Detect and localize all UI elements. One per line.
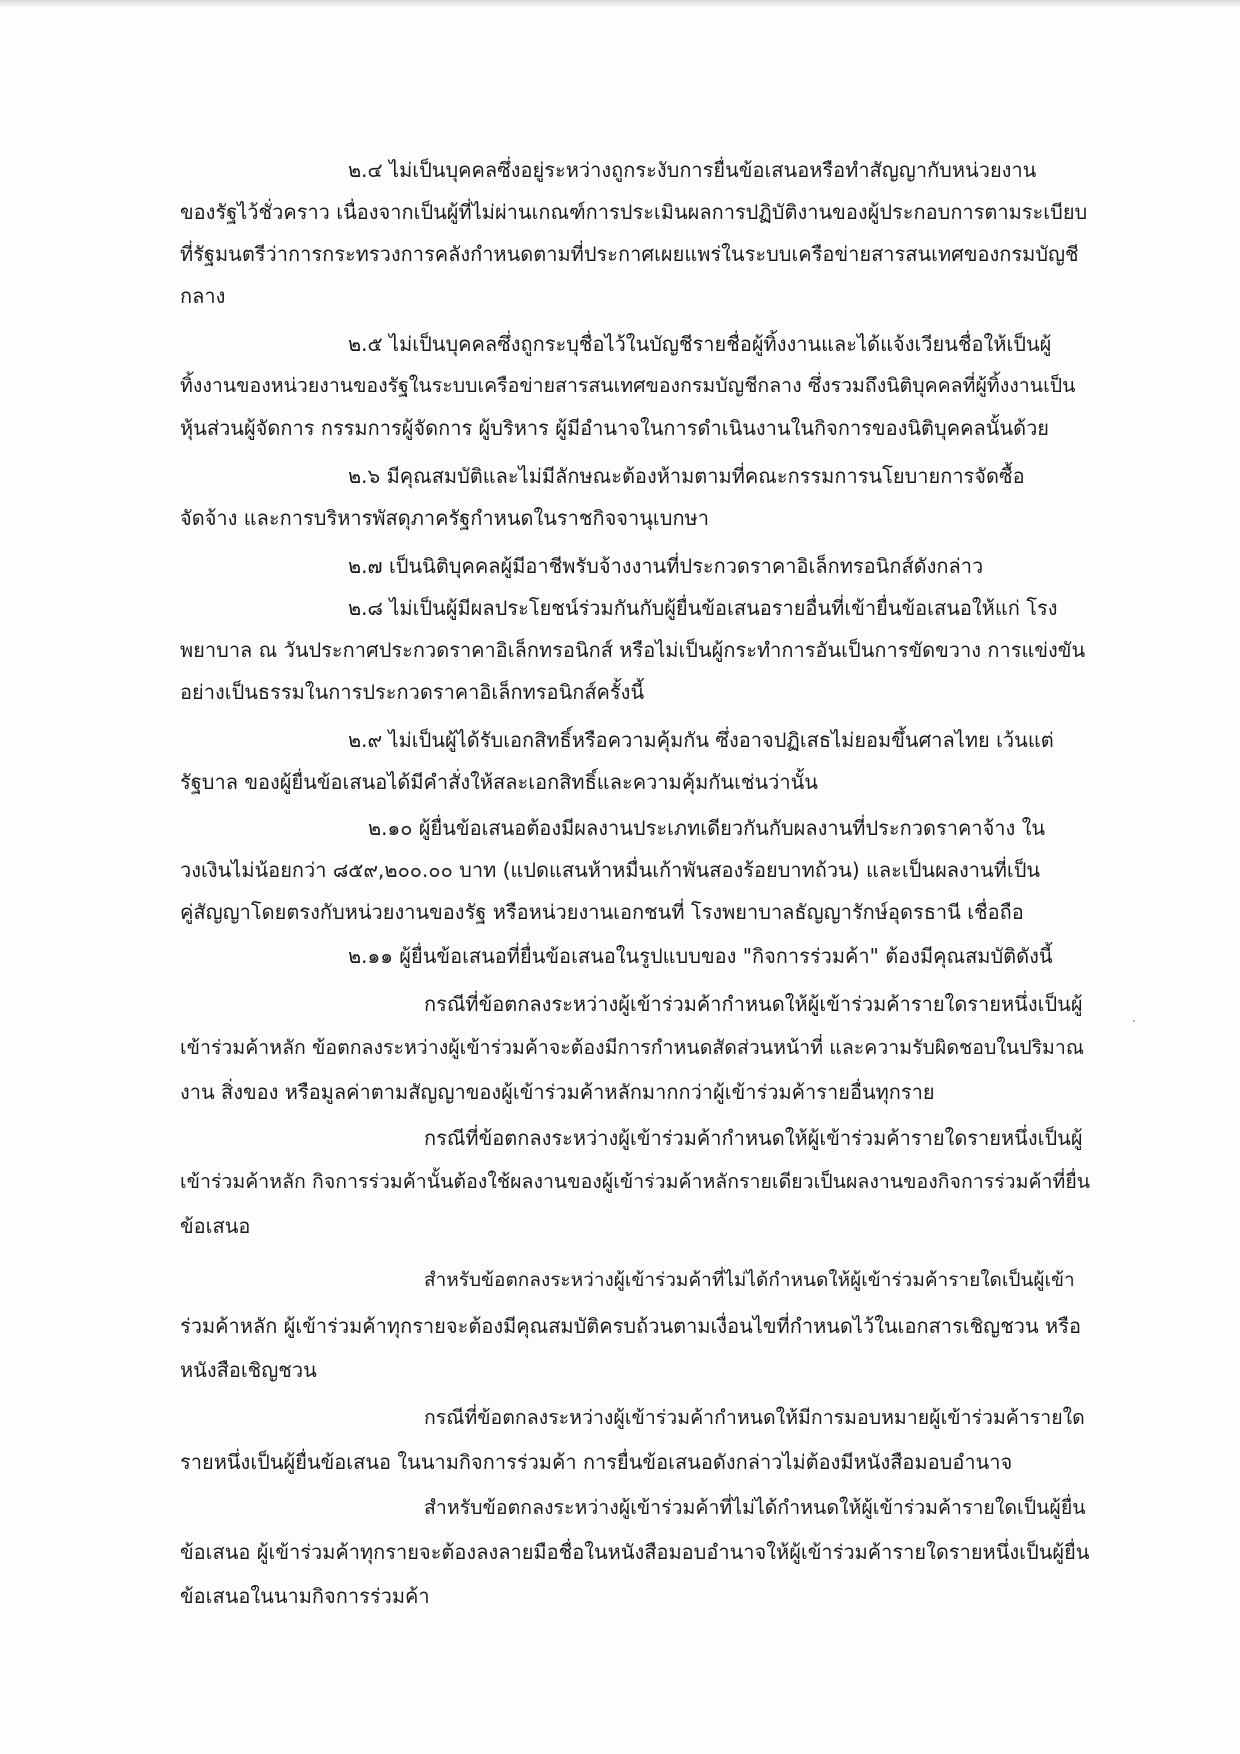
text-line-20: กรณีที่ข้อตกลงระหว่างผู้เข้าร่วมค้ากำหนดให้ผู้เข้าร่วมค้ารายใดรายหนึ่งเป็นผู้ <box>424 992 1083 1016</box>
text-line-24: เข้าร่วมค้าหลัก กิจการร่วมค้านั้นต้องใช้ผลงานของผู้เข้าร่วมค้าหลักรายเดียวเป็นผลงานของกิจการร่วมค้าที่ยื่น <box>180 1170 1091 1193</box>
text-line-25: ข้อเสนอ <box>180 1214 251 1238</box>
text-line-22: งาน สิ่งของ หรือมูลค่าตามสัญญาของผู้เข้าร่วมค้าหลักมากกว่าผู้เข้าร่วมค้ารายอื่นทุกราย <box>180 1080 935 1104</box>
text-line-16: ๒.๑๐ ผู้ยื่นข้อเสนอต้องมีผลงานประเภทเดียวกันกับผลงานที่ประกวดราคาจ้าง ใน <box>368 816 1046 840</box>
text-line-26: สำหรับข้อตกลงระหว่างผู้เข้าร่วมค้าที่ไม่ได้กำหนดให้ผู้เข้าร่วมค้ารายใดเป็นผู้เข้า <box>424 1269 1075 1291</box>
text-line-13: อย่างเป็นธรรมในการประกวดราคาอิเล็กทรอนิกส์ครั้งนี้ <box>180 680 645 704</box>
text-line-14: ๒.๙ ไม่เป็นผู้ได้รับเอกสิทธิ์หรือความคุ้มกัน ซึ่งอาจปฏิเสธไม่ยอมขึ้นศาลไทย เว้นแต่ <box>348 728 1054 752</box>
text-line-6: ทิ้งงานของหน่วยงานของรัฐในระบบเครือข่ายสารสนเทศของกรมบัญชีกลาง ซึ่งรวมถึงนิติบุคคลที่ผู้ทิ้งงานเป็น <box>180 374 1076 397</box>
text-line-33: ข้อเสนอในนามกิจการร่วมค้า <box>180 1584 430 1608</box>
text-line-30: รายหนึ่งเป็นผู้ยื่นข้อเสนอ ในนามกิจการร่วมค้า การยื่นข้อเสนอดังกล่าวไม่ต้องมีหนังสือมอบอำนาจ <box>180 1450 1013 1474</box>
text-line-7: หุ้นส่วนผู้จัดการ กรรมการผู้จัดการ ผู้บริหาร ผู้มีอำนาจในการดำเนินงานในกิจการของนิติบุคคลนั้นด้วย <box>180 416 1050 440</box>
text-line-5: ๒.๕ ไม่เป็นบุคคลซึ่งถูกระบุชื่อไว้ในบัญชีรายชื่อผู้ทิ้งงานและได้แจ้งเวียนชื่อให้เป็นผู้ <box>348 332 1052 356</box>
text-line-4: กลาง <box>180 284 226 308</box>
text-line-28: หนังสือเชิญชวน <box>180 1358 317 1382</box>
text-line-1: ๒.๔ ไม่เป็นบุคคลซึ่งอยู่ระหว่างถูกระงับการยื่นข้อเสนอหรือทำสัญญากับหน่วยงาน <box>348 158 1037 182</box>
scan-top-edge <box>0 0 1240 8</box>
text-line-17: วงเงินไม่น้อยกว่า ๘๕๙,๒๐๐.๐๐ บาท (แปดแสนห้าหมื่นเก้าพันสองร้อยบาทถ้วน) และเป็นผลงานที่เป็น <box>180 858 1041 882</box>
text-line-9: จัดจ้าง และการบริหารพัสดุภาครัฐกำหนดในราชกิจจานุเบกษา <box>180 506 709 530</box>
text-line-19: ๒.๑๑ ผู้ยื่นข้อเสนอที่ยื่นข้อเสนอในรูปแบบของ "กิจการร่วมค้า" ต้องมีคุณสมบัติดังนี้ <box>348 944 1053 968</box>
text-line-8: ๒.๖ มีคุณสมบัติและไม่มีลักษณะต้องห้ามตามที่คณะกรรมการนโยบายการจัดซื้อ <box>348 464 1025 488</box>
text-line-15: รัฐบาล ของผู้ยื่นข้อเสนอได้มีคำสั่งให้สละเอกสิทธิ์และความคุ้มกันเช่นว่านั้น <box>180 770 818 794</box>
text-line-21: เข้าร่วมค้าหลัก ข้อตกลงระหว่างผู้เข้าร่วมค้าจะต้องมีการกำหนดสัดส่วนหน้าที่ และความรับผิดชอบในปริมาณ <box>180 1036 1084 1059</box>
text-line-18: คู่สัญญาโดยตรงกับหน่วยงานของรัฐ หรือหน่วยงานเอกชนที่ โรงพยาบาลธัญญารักษ์อุดรธานี เชื่อถือ <box>180 900 1024 924</box>
text-line-23: กรณีที่ข้อตกลงระหว่างผู้เข้าร่วมค้ากำหนดให้ผู้เข้าร่วมค้ารายใดรายหนึ่งเป็นผู้ <box>424 1126 1083 1150</box>
text-line-27: ร่วมค้าหลัก ผู้เข้าร่วมค้าทุกรายจะต้องมีคุณสมบัติครบถ้วนตามเงื่อนไขที่กำหนดไว้ในเอกสารเชิญชวน หรือ <box>180 1314 1081 1338</box>
scan-speck <box>1133 1020 1135 1022</box>
text-line-31: สำหรับข้อตกลงระหว่างผู้เข้าร่วมค้าที่ไม่ได้กำหนดให้ผู้เข้าร่วมค้ารายใดเป็นผู้ยื่น <box>424 1496 1086 1519</box>
text-line-32: ข้อเสนอ ผู้เข้าร่วมค้าทุกรายจะต้องลงลายมือชื่อในหนังสือมอบอำนาจให้ผู้เข้าร่วมค้ารายใดรายหนึ่งเป็นผู้ยื่น <box>180 1540 1090 1564</box>
text-line-12: พยาบาล ณ วันประกาศประกวดราคาอิเล็กทรอนิกส์ หรือไม่เป็นผู้กระทำการอันเป็นการขัดขวาง การแข่งขัน <box>180 638 1086 662</box>
text-line-3: ที่รัฐมนตรีว่าการกระทรวงการคลังกำหนดตามที่ประกาศเผยแพร่ในระบบเครือข่ายสารสนเทศของกรมบัญชี <box>180 242 1079 266</box>
text-line-29: กรณีที่ข้อตกลงระหว่างผู้เข้าร่วมค้ากำหนดให้มีการมอบหมายผู้เข้าร่วมค้ารายใด <box>424 1406 1085 1429</box>
text-line-2: ของรัฐไว้ชั่วคราว เนื่องจากเป็นผู้ที่ไม่ผ่านเกณฑ์การประเมินผลการปฏิบัติงานของผู้ประกอบการตามระเบียบ <box>180 200 1088 224</box>
text-line-10: ๒.๗ เป็นนิติบุคคลผู้มีอาชีพรับจ้างงานที่ประกวดราคาอิเล็กทรอนิกส์ดังกล่าว <box>348 554 984 578</box>
text-line-11: ๒.๘ ไม่เป็นผู้มีผลประโยชน์ร่วมกันกับผู้ยื่นข้อเสนอรายอื่นที่เข้ายื่นข้อเสนอให้แก่ โรง <box>348 596 1058 620</box>
